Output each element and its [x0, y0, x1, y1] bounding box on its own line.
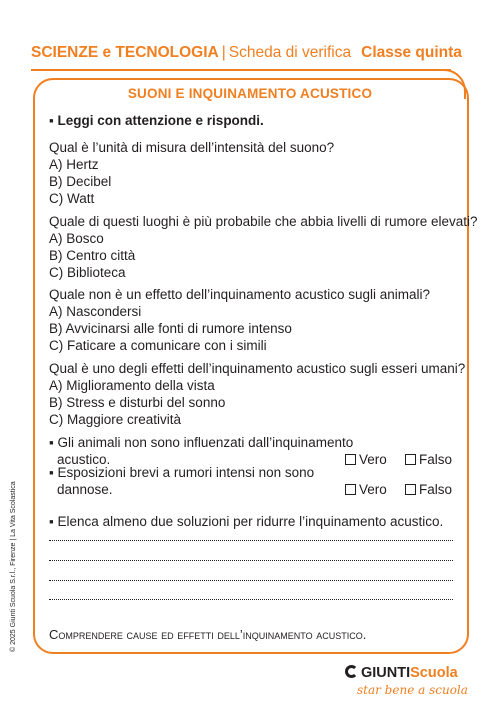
header-divider	[31, 69, 451, 71]
true-false-2-true[interactable]	[345, 481, 387, 498]
question-3: Quale non è un effetto dell’inquinamento acustico sugli animali?	[49, 287, 430, 302]
checkbox-icon[interactable]	[345, 484, 356, 495]
true-label: Vero	[359, 482, 387, 497]
worksheet-header	[31, 44, 462, 62]
answer-line[interactable]	[49, 540, 453, 541]
true-label: Vero	[359, 452, 387, 467]
question-3-option-a: A) Nascondersi	[49, 304, 142, 319]
true-false-1-true[interactable]	[345, 451, 387, 468]
subject-label: SCIENZE e TECNOLOGIA	[31, 44, 219, 61]
true-false-2-line-2: dannose.	[57, 482, 113, 497]
true-false-2-line-1: ▪ Esposizioni brevi a rumori intensi non sono	[49, 465, 315, 480]
true-false-1-false[interactable]	[405, 451, 452, 468]
copyright-notice: © 2025 Giunti Scuola S.r.l., Firenze | La Vita Scolastica	[10, 481, 17, 652]
question-1-option-c: C) Watt	[49, 191, 95, 206]
class-label: Classe quinta	[361, 44, 462, 61]
question-3-option-c: C) Faticare a comunicare con i simili	[49, 338, 267, 353]
answer-line[interactable]	[49, 560, 453, 561]
logo-brand-suffix: Scuola	[410, 665, 458, 681]
question-1-option-a: A) Hertz	[49, 157, 99, 172]
worksheet-label: Scheda di verifica	[228, 44, 352, 61]
giunti-logo-icon	[345, 665, 358, 678]
logo-slogan: star bene a scuola	[357, 683, 468, 697]
false-label: Falso	[419, 452, 453, 467]
checkbox-icon[interactable]	[345, 454, 356, 465]
question-1: Qual è l’unità di misura dell’intensità del suono?	[49, 140, 335, 155]
question-2-option-c: C) Biblioteca	[49, 265, 126, 280]
logo-brand: GIUNTI	[361, 665, 411, 681]
publisher-logo	[345, 665, 458, 681]
checkbox-icon[interactable]	[405, 454, 416, 465]
question-4-option-b: B) Stress e disturbi del sonno	[49, 395, 226, 410]
question-4-option-c: C) Maggiore creatività	[49, 412, 182, 427]
header-separator: |	[221, 44, 226, 61]
question-4: Qual è uno degli effetti dell’inquinamento acustico sugli esseri umani?	[49, 361, 466, 376]
question-2-option-b: B) Centro città	[49, 248, 136, 263]
question-4-option-a: A) Miglioramento della vista	[49, 378, 215, 393]
question-1-option-b: B) Decibel	[49, 174, 112, 189]
worksheet-title: SUONI E INQUINAMENTO ACUSTICO	[127, 86, 373, 101]
learning-objective: Comprendere cause ed effetti dell’inquinamento acustico.	[49, 627, 367, 642]
true-false-2-false[interactable]	[405, 481, 452, 498]
answer-line[interactable]	[49, 580, 453, 581]
true-false-1-line-1: ▪ Gli animali non sono influenzati dall’inquinamento	[49, 435, 354, 450]
false-label: Falso	[419, 482, 453, 497]
true-false-1-line-2: acustico.	[57, 452, 111, 467]
answer-line[interactable]	[49, 599, 453, 600]
question-2: Quale di questi luoghi è più probabile che abbia livelli di rumore elevati?	[49, 214, 478, 229]
question-3-option-b: B) Avvicinarsi alle fonti di rumore intenso	[49, 321, 292, 336]
checkbox-icon[interactable]	[405, 484, 416, 495]
instruction-text: ▪ Leggi con attenzione e rispondi.	[49, 113, 264, 128]
open-question: ▪ Elenca almeno due soluzioni per ridurre l’inquinamento acustico.	[49, 514, 444, 529]
question-2-option-a: A) Bosco	[49, 231, 104, 246]
